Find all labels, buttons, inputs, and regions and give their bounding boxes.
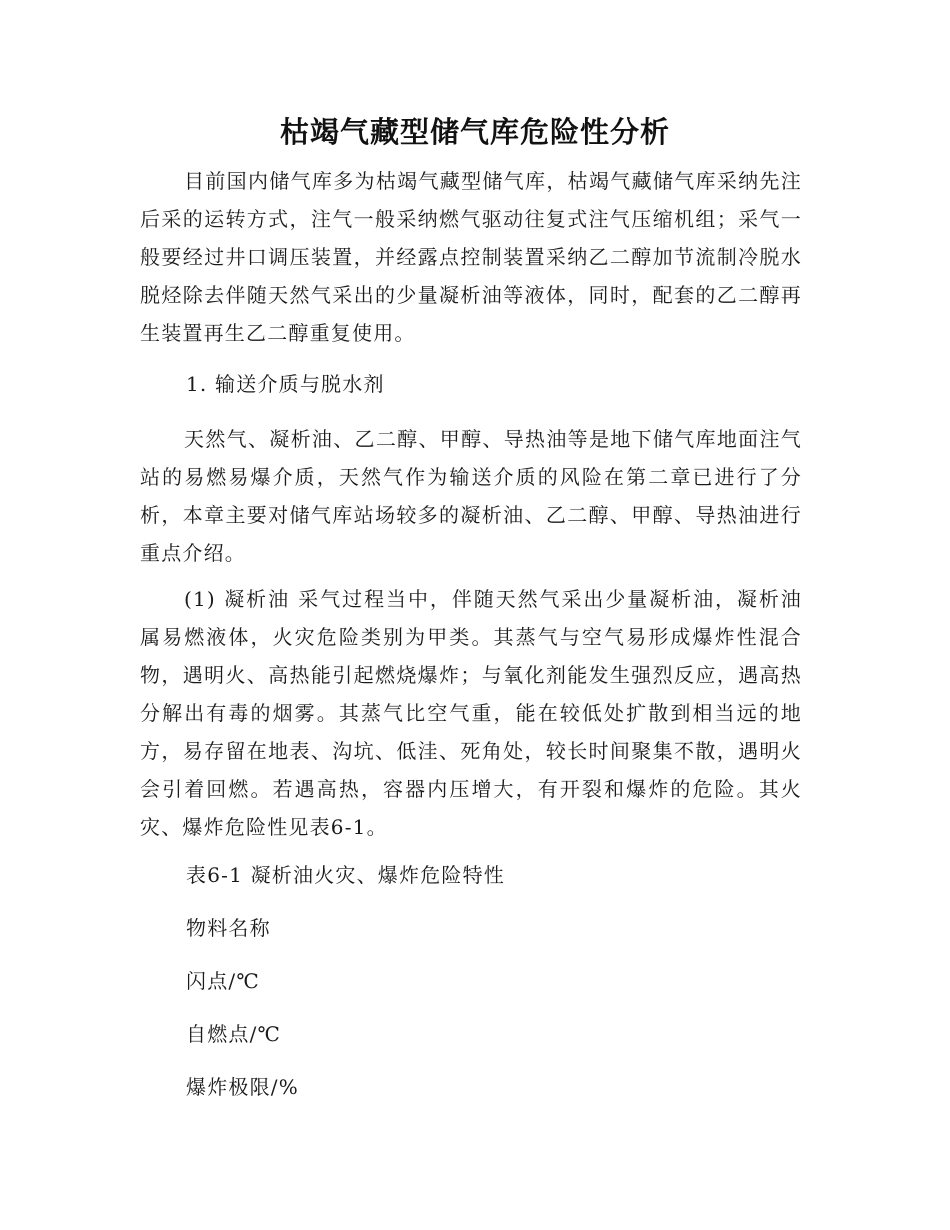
media-paragraph: 天然气、凝析油、乙二醇、甲醇、导热油等是地下储气库地面注气站的易燃易爆介质，天然气作为输送介质的风险在第二章已进行了分析，本章主要对储气库站场较多的凝析油、乙二醇、甲醇、导热油进行重点介绍。 (140, 427, 802, 565)
table-row-explosion-limit: 爆炸极限/% (186, 1075, 299, 1099)
table-row-flash-point: 闪点/℃ (186, 969, 260, 993)
table-caption: 表6-1 凝析油火灾、爆炸危险特性 (186, 863, 505, 887)
table-row-material-name: 物料名称 (186, 916, 271, 940)
section-heading: 1. 输送介质与脱水剂 (186, 372, 385, 396)
table-row-autoignition-point: 自燃点/℃ (186, 1022, 282, 1046)
condensate-paragraph: (1) 凝析油 采气过程当中，伴随天然气采出少量凝析油，凝析油属易燃液体，火灾危险类别为甲类。其蒸气与空气易形成爆炸性混合物，遇明火、高热能引起燃烧爆炸；与氧化剂能发生强烈反应，遇高热分解出有毒的烟雾。其蒸气比空气重，能在较低处扩散到相当远的地方，易存留在地表、沟坑、低洼、死角处，较长时间聚集不散，遇明火会引着回燃。若遇高热，容器内压增大，有开裂和爆炸的危险。其火灾、爆炸危险性见表6-1。 (140, 587, 802, 839)
intro-paragraph: 目前国内储气库多为枯竭气藏型储气库，枯竭气藏储气库采纳先注后采的运转方式，注气一般采纳燃气驱动往复式注气压缩机组；采气一般要经过井口调压装置，并经露点控制装置采纳乙二醇加节流制冷脱水脱烃除去伴随天然气采出的少量凝析油等液体，同时，配套的乙二醇再生装置再生乙二醇重复使用。 (140, 169, 802, 345)
document-title: 枯竭气藏型储气库危险性分析 (279, 115, 670, 149)
